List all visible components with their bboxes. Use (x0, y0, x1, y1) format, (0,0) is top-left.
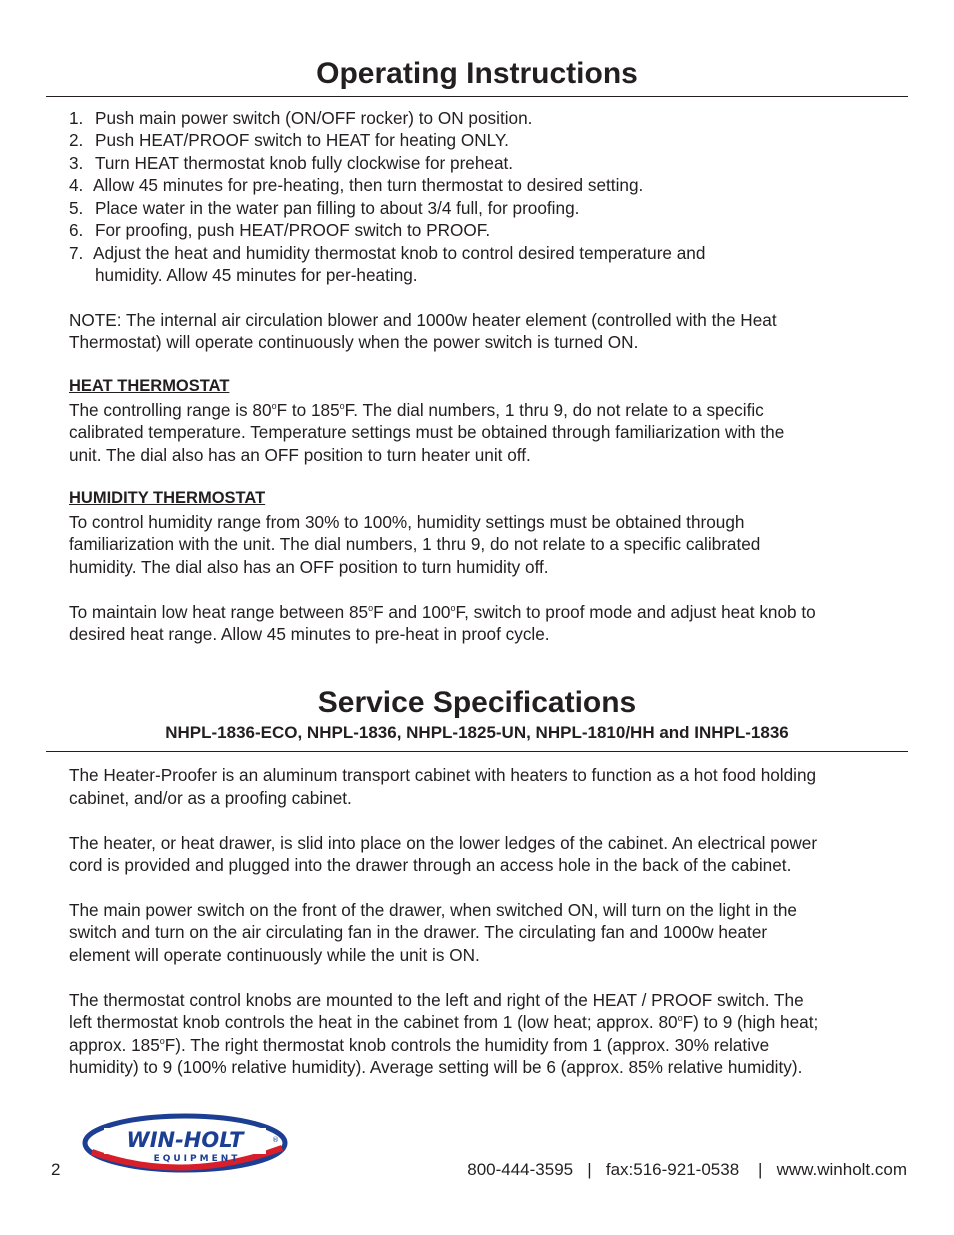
win-holt-logo (82, 1110, 288, 1180)
heading-rule (46, 751, 908, 752)
service-paragraph: The Heater-Proofer is an aluminum transport cabinet with heaters to function as a hot food holding (69, 765, 817, 785)
heat-thermostat-text: unit. The dial also has an OFF position to turn heater unit off. (69, 445, 531, 465)
page-title-operating: Operating Instructions (316, 57, 638, 90)
humidity-thermostat-heading: HUMIDITY THERMOSTAT (69, 489, 266, 507)
service-paragraph: approx. 185$^o$F). The right thermostat knob controls the humidity from 1 (approx. 30% relative (69, 1035, 770, 1055)
page-number: 2 (51, 1160, 61, 1179)
service-paragraph: left thermostat knob controls the heat in the cabinet from 1 (low heat; approx. 80$^o$F) to 9 (high heat; (69, 1012, 819, 1032)
service-paragraph: The main power switch on the front of the drawer, when switched ON, will turn on the light in the (69, 900, 797, 920)
heat-thermostat-text: The controlling range is 80$^o$F to 185$^o$F. The dial numbers, 1 thru 9, do not relate to a specific (69, 400, 764, 420)
list-item-continuation: humidity. Allow 45 minutes for per-heating. (95, 265, 418, 285)
list-item: 5. Place water in the water pan filling to about 3/4 full, for proofing. (69, 198, 580, 218)
logo-registered-mark: ® (272, 1136, 279, 1144)
humidity-thermostat-text: To control humidity range from 30% to 100%, humidity settings must be obtained through (69, 512, 745, 532)
service-paragraph: humidity) to 9 (100% relative humidity). Average setting will be 6 (approx. 85% relative humidity). (69, 1057, 803, 1077)
humidity-thermostat-text: familiarization with the unit. The dial numbers, 1 thru 9, do not relate to a specific calibrated (69, 534, 761, 554)
list-item: 2. Push HEAT/PROOF switch to HEAT for heating ONLY. (69, 130, 509, 150)
note-line: NOTE: The internal air circulation blower and 1000w heater element (controlled with the Heat (69, 310, 777, 330)
list-item: 6. For proofing, push HEAT/PROOF switch to PROOF. (69, 220, 491, 240)
service-paragraph: element will operate continuously while the unit is ON. (69, 945, 480, 965)
list-item: 1. Push main power switch (ON/OFF rocker) to ON position. (69, 108, 533, 128)
service-paragraph: cord is provided and plugged into the drawer through an access hole in the back of the cabinet. (69, 855, 792, 875)
logo-subtitle: EQUIPMENT (153, 1154, 241, 1164)
logo-wordmark: WIN-HOLT (126, 1128, 244, 1152)
model-list: NHPL-1836-ECO, NHPL-1836, NHPL-1825-UN, NHPL-1810/HH and INHPL-1836 (165, 723, 789, 742)
heading-rule (46, 96, 908, 97)
page-title-service: Service Specifications (317, 686, 637, 719)
service-paragraph: The thermostat control knobs are mounted to the left and right of the HEAT / PROOF switch. The (69, 990, 804, 1010)
heat-thermostat-heading: HEAT THERMOSTAT (69, 377, 230, 395)
service-paragraph: The heater, or heat drawer, is slid into place on the lower ledges of the cabinet. An electrical power (69, 833, 818, 853)
list-item: 3. Turn HEAT thermostat knob fully clockwise for preheat. (69, 153, 514, 173)
low-heat-text: desired heat range. Allow 45 minutes to pre-heat in proof cycle. (69, 624, 550, 644)
list-item: 7. Adjust the heat and humidity thermostat knob to control desired temperature and (69, 243, 706, 263)
low-heat-text: To maintain low heat range between 85$^o$F and 100$^o$F, switch to proof mode and adjust heat knob to (69, 602, 816, 622)
humidity-thermostat-text: humidity. The dial also has an OFF position to turn humidity off. (69, 557, 549, 577)
note-line: Thermostat) will operate continuously when the power switch is turned ON. (69, 332, 639, 352)
service-paragraph: switch and turn on the air circulating fan in the drawer. The circulating fan and 1000w heater (69, 922, 768, 942)
heat-thermostat-text: calibrated temperature. Temperature settings must be obtained through familiarization with the (69, 422, 785, 442)
list-item: 4. Allow 45 minutes for pre-heating, then turn thermostat to desired setting. (69, 175, 644, 195)
contact-line: 800-444-3595 | fax:516-921-0538 | www.winholt.com (467, 1160, 907, 1179)
service-paragraph: cabinet, and/or as a proofing cabinet. (69, 788, 352, 808)
